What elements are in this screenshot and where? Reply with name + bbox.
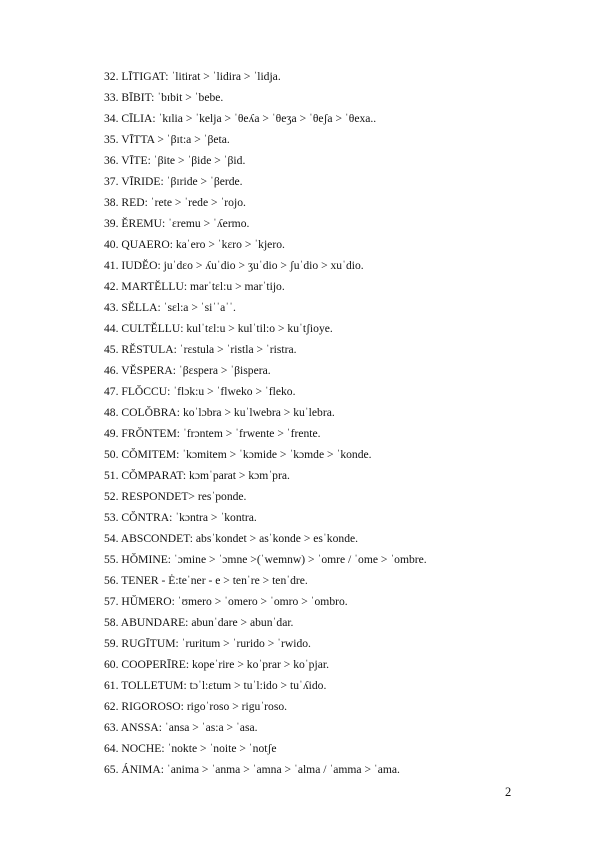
entry-number: 47. <box>104 385 119 398</box>
list-item <box>104 717 559 738</box>
list-item <box>104 696 559 717</box>
entry-transcription: abunˈdare > abunˈdar. <box>191 616 294 629</box>
entry-word: TOLLETUM: <box>121 679 187 692</box>
entry-number: 46. <box>104 364 119 377</box>
entry-transcription: ˈɛremu > ˈʎermo. <box>168 217 250 230</box>
entry-transcription: ˈrɛstula > ˈristla > ˈristra. <box>179 343 297 356</box>
list-item <box>104 234 559 255</box>
entry-word: CŎMPARAT: <box>121 469 187 482</box>
list-item <box>104 444 559 465</box>
entry-transcription: tɔˈl:ɛtum > tuˈl:ido > tuˈʎido. <box>189 679 327 692</box>
entry-transcription: ˈruritum > ˈrurido > ˈrwido. <box>181 637 311 650</box>
entry-number: 51. <box>104 469 119 482</box>
list-item <box>104 675 559 696</box>
entry-number: 36. <box>104 154 119 167</box>
entry-number: 52. <box>104 490 119 503</box>
entry-word: FLŎCCU: <box>121 385 171 398</box>
entry-word: RED: <box>121 196 148 209</box>
entry-transcription: kopeˈrire > koˈprar > koˈpjar. <box>191 658 329 671</box>
entry-word: RUGĪTUM: <box>121 637 179 650</box>
entry-transcription: ˈβite > ˈβide > ˈβid. <box>153 154 246 167</box>
entry-word: HŎMINE: <box>121 553 171 566</box>
entry-transcription: rigoˈroso > riguˈroso. <box>186 700 288 713</box>
entry-number: 50. <box>104 448 119 461</box>
entry-word: VĪTE: <box>121 154 151 167</box>
entry-word: ĔREMU: <box>121 217 166 230</box>
entry-transcription: ˈβɛspera > ˈβispera. <box>178 364 271 377</box>
list-item <box>104 486 559 507</box>
entry-transcription: ˈkɔntra > ˈkontra. <box>175 511 257 524</box>
entry-number: 38. <box>104 196 119 209</box>
entry-word: ÁNIMA: <box>121 763 164 776</box>
entry-word: IUDĔO: <box>121 259 161 272</box>
entry-transcription: ˈlitirat > ˈlidira > ˈlidja. <box>171 70 281 83</box>
list-item <box>104 423 559 444</box>
list-item <box>104 759 559 780</box>
list-item <box>104 633 559 654</box>
entry-transcription: resˈponde. <box>197 490 247 503</box>
entry-transcription: kaˈero > ˈkɛro > ˈkjero. <box>175 238 285 251</box>
entry-transcription: ˈɔmine > ˈɔmne >(ˈwemnw) > ˈomre / ˈome > ˈombre. <box>173 553 427 566</box>
entry-transcription: kɔmˈparat > kɔmˈpra. <box>189 469 290 482</box>
list-item <box>104 339 559 360</box>
entry-transcription: juˈdɛo > ʎuˈdio > ʒuˈdio > ʃuˈdio > xuˈdio. <box>163 259 364 272</box>
entry-number: 54. <box>104 532 119 545</box>
entry-transcription: absˈkondet > asˈkonde > esˈkonde. <box>195 532 359 545</box>
word-list <box>104 66 559 780</box>
entry-number: 62. <box>104 700 119 713</box>
entry-word: RĔSTULA: <box>121 343 177 356</box>
entry-word: CULTĔLLU: <box>121 322 184 335</box>
list-item <box>104 276 559 297</box>
entry-number: 53. <box>104 511 119 524</box>
list-item <box>104 591 559 612</box>
list-item <box>104 171 559 192</box>
entry-word: QUAERO: <box>121 238 173 251</box>
list-item <box>104 738 559 759</box>
entry-number: 57. <box>104 595 119 608</box>
entry-word: RIGOROSO: <box>121 700 184 713</box>
list-item <box>104 549 559 570</box>
entry-word: ANSSA: <box>120 721 163 734</box>
list-item <box>104 192 559 213</box>
entry-number: 42. <box>104 280 119 293</box>
entry-word: VĪRIDE: <box>121 175 164 188</box>
entry-transcription: marˈtɛl:u > marˈtijo. <box>189 280 285 293</box>
entry-number: 41. <box>104 259 119 272</box>
list-item <box>104 318 559 339</box>
list-item <box>104 150 559 171</box>
entry-number: 64. <box>104 742 119 755</box>
list-item <box>104 87 559 108</box>
entry-number: 35. <box>104 133 119 146</box>
list-item <box>104 360 559 381</box>
entry-word: BĪBIT: <box>121 91 155 104</box>
entry-transcription: ˈʊmero > ˈomero > ˈomro > ˈombro. <box>177 595 348 608</box>
entry-word: MARTĔLLU: <box>121 280 188 293</box>
entry-word: SĔLLA: <box>121 301 161 314</box>
list-item <box>104 465 559 486</box>
entry-number: 65. <box>104 763 119 776</box>
entry-transcription: ˈkɪlia > ˈkelja > ˈθeʎa > ˈθeʒa > ˈθeʃa > ˈθexa.. <box>158 112 377 125</box>
entry-transcription: ˈbɪbit > ˈbebe. <box>157 91 224 104</box>
entry-number: 48. <box>104 406 119 419</box>
list-item <box>104 108 559 129</box>
entry-transcription: ˈflɔk:u > ˈflweko > ˈfleko. <box>173 385 296 398</box>
list-item <box>104 129 559 150</box>
list-item <box>104 66 559 87</box>
entry-number: 55. <box>104 553 119 566</box>
list-item <box>104 654 559 675</box>
entry-number: 45. <box>104 343 119 356</box>
entry-word: TENER - <box>121 574 166 587</box>
entry-transcription: ˈrete > ˈrede > ˈrojo. <box>150 196 246 209</box>
entry-transcription: ˈnokte > ˈnoite > ˈnotʃe <box>167 742 277 755</box>
entry-number: 61. <box>104 679 119 692</box>
entry-word: ABUNDARE: <box>120 616 189 629</box>
entry-transcription: koˈlɔbra > kuˈlwebra > kuˈlebra. <box>182 406 335 419</box>
entry-transcription: ˈkɔmitem > ˈkɔmide > ˈkɔmde > ˈkonde. <box>182 448 372 461</box>
entry-transcription: > ˈβɪt:a > ˈβeta. <box>157 133 230 146</box>
entry-transcription: kulˈtɛl:u > kulˈtil:o > kuˈtʃioye. <box>186 322 333 335</box>
entry-number: 39. <box>104 217 119 230</box>
entry-number: 34. <box>104 112 119 125</box>
entry-word: CŎMITEM: <box>121 448 180 461</box>
entry-word: COOPERĪRE: <box>121 658 190 671</box>
entry-transcription: ˈfrɔntem > ˈfrwente > ˈfrente. <box>182 427 321 440</box>
entry-word: FRŎNTEM: <box>121 427 181 440</box>
entry-transcription: ˈsɛl:a > ˈsiˈˈaˈˈ. <box>163 301 236 314</box>
list-item <box>104 570 559 591</box>
entry-word: CĪLIA: <box>121 112 156 125</box>
entry-word: NOCHE: <box>121 742 165 755</box>
list-item <box>104 297 559 318</box>
entry-number: 43. <box>104 301 119 314</box>
entry-word: VĔSPERA: <box>121 364 176 377</box>
entry-number: 60. <box>104 658 119 671</box>
list-item <box>104 402 559 423</box>
entry-word: HŬMERO: <box>121 595 175 608</box>
entry-number: 49. <box>104 427 119 440</box>
entry-word: ABSCONDET: <box>120 532 193 545</box>
entry-word: CŎNTRA: <box>121 511 173 524</box>
list-item <box>104 507 559 528</box>
entry-transcription: ˈanima > ˈanma > ˈamna > ˈalma / ˈamma > ˈama. <box>166 763 400 776</box>
list-item <box>104 213 559 234</box>
entry-number: 44. <box>104 322 119 335</box>
list-item <box>104 381 559 402</box>
page-number: 2 <box>505 785 512 799</box>
entry-number: 32. <box>104 70 119 83</box>
entry-number: 33. <box>104 91 119 104</box>
entry-word: COLŎBRA: <box>121 406 181 419</box>
entry-transcription: ˈansa > ˈas:a > ˈasa. <box>164 721 258 734</box>
entry-number: 56. <box>104 574 119 587</box>
entry-number: 40. <box>104 238 119 251</box>
list-item <box>104 528 559 549</box>
list-item <box>104 612 559 633</box>
entry-word: RESPONDET> <box>121 490 195 503</box>
entry-transcription: ˈβɪride > ˈβerde. <box>166 175 243 188</box>
entry-transcription: Ė:teˈner - e > tenˈre > tenˈdre. <box>168 574 308 587</box>
entry-word: LĪTIGAT: <box>121 70 169 83</box>
entry-number: 63. <box>104 721 119 734</box>
entry-number: 58. <box>104 616 119 629</box>
entry-word: VĪTTA <box>121 133 155 146</box>
entry-number: 59. <box>104 637 119 650</box>
entry-number: 37. <box>104 175 119 188</box>
list-item <box>104 255 559 276</box>
